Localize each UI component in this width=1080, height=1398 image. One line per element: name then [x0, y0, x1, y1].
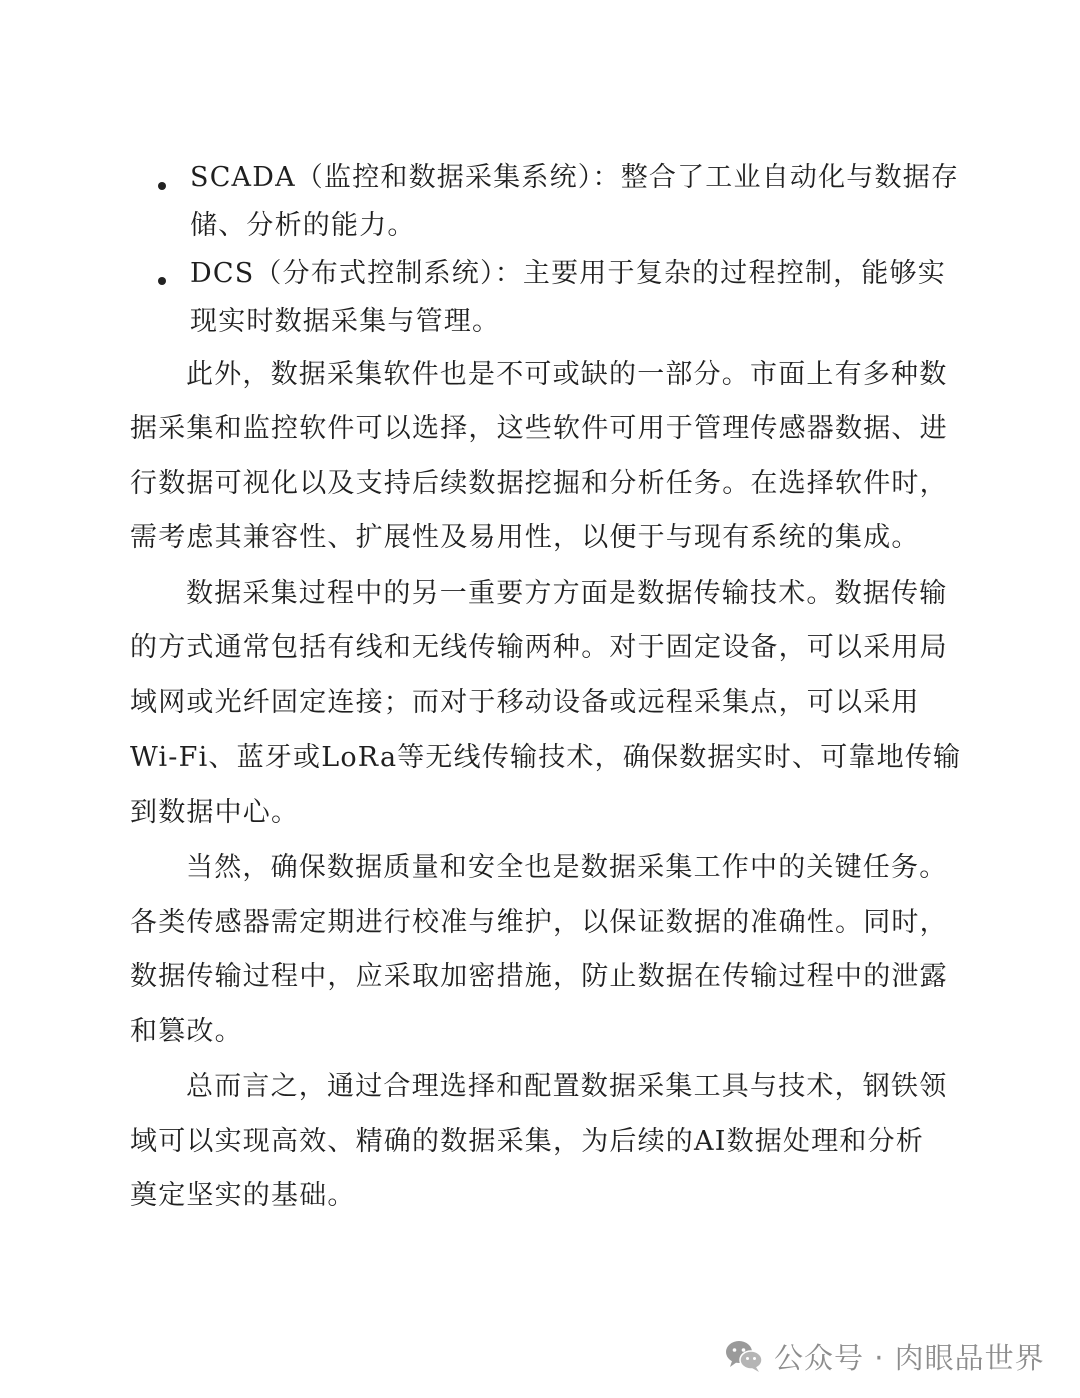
- paragraph-line: 此外，数据采集软件也是不可或缺的一部分。市面上有多种数: [186, 359, 948, 390]
- paragraph-line: 总而言之，通过合理选择和配置数据采集工具与技术，钢铁领: [186, 1071, 948, 1102]
- paragraph-line: 和篡改。: [130, 1016, 243, 1047]
- bullet-line: 储、分析的能力。: [190, 210, 416, 241]
- paragraph-line: 奠定坚实的基础。: [130, 1180, 356, 1211]
- bullet-dot: [158, 277, 166, 285]
- paragraph-line: 据采集和监控软件可以选择，这些软件可用于管理传感器数据、进: [130, 413, 948, 444]
- wechat-icon: [724, 1339, 764, 1373]
- watermark: [724, 1336, 1045, 1376]
- paragraph-line: 需考虑其兼容性、扩展性及易用性，以便于与现有系统的集成。: [130, 522, 920, 553]
- watermark-text: 公众号 · 肉眼品世界: [774, 1340, 1045, 1375]
- paragraph-line: 数据传输过程中，应采取加密措施，防止数据在传输过程中的泄露: [130, 961, 948, 992]
- paragraph-line: 到数据中心。: [130, 797, 300, 828]
- paragraph-line: 当然，确保数据质量和安全也是数据采集工作中的关键任务。: [186, 852, 948, 883]
- bullet-dot: [158, 182, 166, 190]
- paragraph-line: Wi-Fi、蓝牙或LoRa等无线传输技术，确保数据实时、可靠地传输: [130, 742, 962, 773]
- paragraph-line: 域网或光纤固定连接；而对于移动设备或远程采集点，可以采用: [130, 687, 920, 718]
- paragraph-line: 数据采集过程中的另一重要方方面是数据传输技术。数据传输: [186, 578, 948, 609]
- paragraph-line: 域可以实现高效、精确的数据采集，为后续的AI数据处理和分析: [130, 1126, 924, 1157]
- paragraph-line: 行数据可视化以及支持后续数据挖掘和分析任务。在选择软件时，: [130, 468, 948, 499]
- bullet-line: SCADA（监控和数据采集系统）：整合了工业自动化与数据存: [190, 162, 960, 193]
- paragraph-line: 各类传感器需定期进行校准与维护，以保证数据的准确性。同时，: [130, 907, 948, 938]
- bullet-line: 现实时数据采集与管理。: [190, 306, 501, 337]
- bullet-line: DCS（分布式控制系统）：主要用于复杂的过程控制，能够实: [190, 258, 946, 289]
- paragraph-line: 的方式通常包括有线和无线传输两种。对于固定设备，可以采用局: [130, 632, 948, 663]
